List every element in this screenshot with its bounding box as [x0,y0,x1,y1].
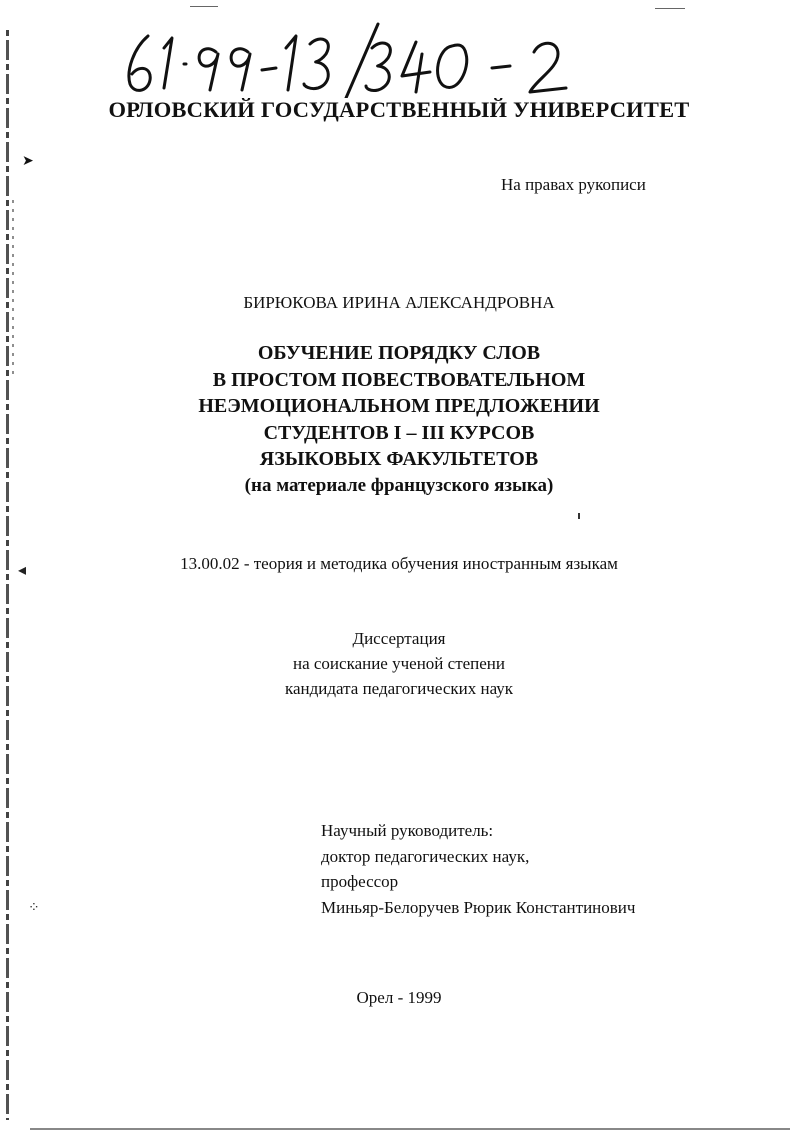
supervisor-label: Научный руководитель: [321,821,494,840]
handwritten-inventory-number [120,18,600,98]
arrow-mark-icon: ➤ [22,153,34,169]
scan-top-mark [190,6,218,7]
scan-bottom-line [30,1128,790,1130]
supervisor-info [321,818,635,920]
supervisor-degree: доктор педагогических наук, [321,846,530,866]
city-year: Орел - 1999 [356,988,442,1007]
side-mark-icon: ◂ [18,560,27,579]
supervisor-name: Миньяр-Белоручев Рюрик Константинович [321,897,636,917]
scan-top-mark-right [655,8,685,9]
specialty-code: 13.00.02 - теория и методика обучения иностранным языкам [180,554,618,573]
rights-note: На правах рукописи [501,175,646,194]
degree-statement [0,626,798,701]
author-name: БИРЮКОВА ИРИНА АЛЕКСАНДРОВНА [243,293,555,312]
university-name: ОРЛОВСКИЙ ГОСУДАРСТВЕННЫЙ УНИВЕРСИТЕТ [108,97,690,122]
dust-speck [578,513,580,519]
title-line: НЕЭМОЦИОНАЛЬНОМ ПРЕДЛОЖЕНИИ [198,395,600,417]
degree-line: кандидата педагогических наук [284,679,514,698]
title-line: ЯЗЫКОВЫХ ФАКУЛЬТЕТОВ [259,448,539,470]
dissertation-title [0,340,798,499]
scan-edge-artifact [6,30,9,1120]
side-mark-icon-lower: ⁘ [28,900,40,916]
degree-line: Диссертация [352,629,446,648]
title-line: ОБУЧЕНИЕ ПОРЯДКУ СЛОВ [257,342,541,364]
title-line: СТУДЕНТОВ I – III КУРСОВ [263,421,535,444]
degree-line: на соискание ученой степени [292,654,506,673]
supervisor-rank: профессор [321,872,399,891]
title-subtitle: (на материале французского языка) [244,474,554,496]
title-line: В ПРОСТОМ ПОВЕСТВОВАТЕЛЬНОМ [212,368,586,391]
